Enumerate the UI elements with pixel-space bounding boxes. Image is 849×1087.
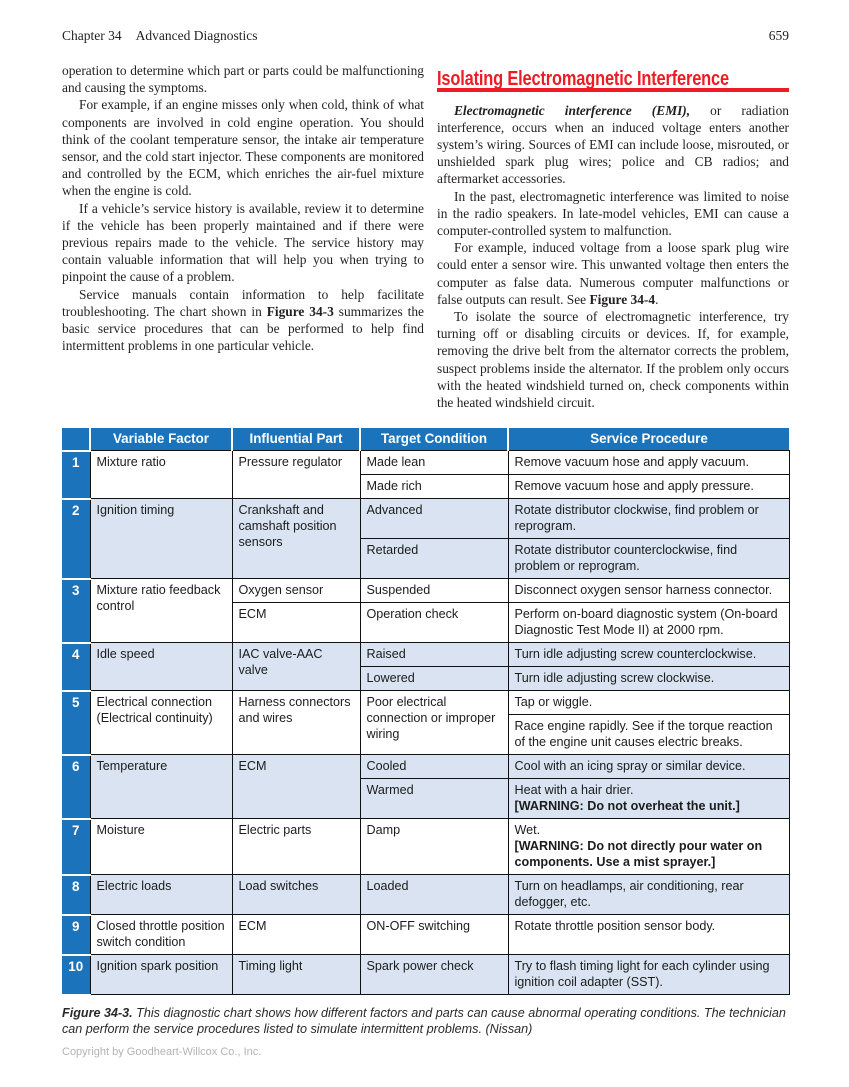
part-text: Oxygen sensor: [238, 583, 324, 598]
condition-cell: [360, 779, 508, 819]
factor-cell: [90, 755, 232, 819]
factor-text: Ignition spark position: [96, 959, 219, 974]
num-cell: [62, 819, 90, 875]
num-cell: [62, 579, 90, 643]
num-cell: [62, 915, 90, 955]
text-segment: Figure 34-3: [266, 303, 334, 319]
header-target-condition: Target Condition: [360, 428, 508, 451]
part-text: Pressure regulator: [238, 455, 343, 470]
condition-text: Cooled: [366, 759, 407, 774]
right-column: [437, 62, 789, 411]
factor-cell: [90, 643, 232, 691]
procedure-cell: [508, 499, 789, 539]
part-cell: [232, 579, 360, 603]
right-column-paragraphs: [437, 102, 789, 412]
condition-cell: [360, 755, 508, 779]
paragraph: [62, 200, 424, 286]
procedure-text: Wet.: [514, 823, 541, 838]
text-segment: If a vehicle’s service history is available, review it to determine if the vehicle has been properly maintained and if there were previous repairs made to the vehicle. The service history may contain valuable information that will help you when trying to pinpoint the cause of a problem.: [62, 200, 424, 285]
factor-cell: [90, 875, 232, 915]
running-head-left: [62, 28, 257, 44]
table-row: [62, 579, 789, 603]
table-row: [62, 755, 789, 779]
procedure-cell: [508, 955, 789, 995]
text-segment: To isolate the source of electromagnetic interference, try turning off or disabling circuits or devices. If, for example, removing the drive belt from the alternator corrects the problem, suspect problems inside the alternator. If the problem only occurs with the heated windshield turned on, check components within the heated windshield circuit.: [437, 308, 789, 410]
condition-cell: [360, 539, 508, 579]
warning-text: [WARNING: Do not directly pour water on components. Use a mist sprayer.]: [514, 839, 763, 870]
header-service-procedure: Service Procedure: [508, 428, 789, 451]
left-column: [62, 62, 424, 411]
factor-text: Electrical connection (Electrical continuity): [96, 695, 213, 726]
header-influential-part: Influential Part: [232, 428, 360, 451]
procedure-text: Remove vacuum hose and apply pressure.: [514, 479, 754, 494]
condition-text: Operation check: [366, 607, 459, 622]
part-cell: [232, 915, 360, 955]
procedure-text: Disconnect oxygen sensor harness connector.: [514, 583, 773, 598]
condition-text: Advanced: [366, 503, 423, 518]
condition-text: Damp: [366, 823, 401, 838]
num-text: 4: [72, 646, 80, 662]
part-text: Load switches: [238, 879, 319, 894]
paragraph: [62, 62, 424, 96]
procedure-cell: [508, 643, 789, 667]
table-row: [62, 915, 789, 955]
table-row: [62, 955, 789, 995]
page-number: 659: [768, 28, 789, 43]
condition-cell: [360, 451, 508, 475]
text-segment: or radiation interference, occurs when an induced voltage enters another system’s wiring. Sources of EMI can include loose, misrouted, or unshielded spark plug wires; police and CB radios; and aftermarket accessories.: [437, 102, 789, 187]
num-cell: [62, 643, 90, 691]
num-text: 8: [72, 878, 80, 894]
factor-text: Idle speed: [96, 647, 155, 662]
procedure-cell: [508, 475, 789, 499]
factor-text: Ignition timing: [96, 503, 175, 518]
header-variable-factor: Variable Factor: [90, 428, 232, 451]
table-row: [62, 691, 789, 715]
warning-text: [WARNING: Do not overheat the unit.]: [514, 799, 740, 814]
procedure-cell: [508, 603, 789, 643]
condition-text: Spark power check: [366, 959, 474, 974]
paragraph: [437, 102, 789, 188]
num-cell: [62, 875, 90, 915]
condition-cell: [360, 955, 508, 995]
procedure-cell: [508, 915, 789, 955]
text-segment: For example, induced voltage from a loose spark plug wire could enter a sensor wire. This unwanted voltage then enters the computer as false data. Numerous computer malfunctions or false outputs can result. See: [437, 240, 789, 307]
figure-caption-text: This diagnostic chart shows how different factors and parts can cause abnormal operating conditions. The technician can perform the service procedures listed to simulate intermittent problems. (Nissan): [62, 1005, 786, 1037]
part-cell: [232, 643, 360, 691]
part-cell: [232, 819, 360, 875]
procedure-cell: [508, 579, 789, 603]
procedure-cell: [508, 819, 789, 875]
diagnostic-table: [62, 428, 790, 996]
procedure-text: Cool with an icing spray or similar device.: [514, 759, 746, 774]
procedure-text: Rotate distributor clockwise, find problem or reprogram.: [514, 503, 759, 534]
part-text: ECM: [238, 759, 267, 774]
procedure-text: Rotate throttle position sensor body.: [514, 919, 716, 934]
procedure-cell: [508, 667, 789, 691]
condition-text: Loaded: [366, 879, 409, 894]
procedure-text: Race engine rapidly. See if the torque reaction of the engine unit causes electric breaks.: [514, 719, 773, 750]
procedure-text: Try to flash timing light for each cylinder using ignition coil adapter (SST).: [514, 959, 770, 990]
condition-text: Raised: [366, 647, 406, 662]
num-text: 10: [68, 958, 84, 974]
part-text: Electric parts: [238, 823, 312, 838]
factor-cell: [90, 955, 232, 995]
text-segment: Figure 34-4: [589, 291, 656, 307]
condition-text: Made rich: [366, 479, 422, 494]
num-text: 9: [72, 918, 80, 934]
condition-cell: [360, 475, 508, 499]
factor-cell: [90, 915, 232, 955]
text-segment: Service manuals contain information to help facilitate troubleshooting. The chart shown in: [62, 286, 424, 319]
num-text: 2: [72, 502, 80, 518]
copyright-notice: Copyright by Goodheart-Willcox Co., Inc.: [62, 1046, 262, 1058]
procedure-text: Remove vacuum hose and apply vacuum.: [514, 455, 750, 470]
part-cell: [232, 451, 360, 499]
condition-cell: [360, 691, 508, 755]
factor-cell: [90, 819, 232, 875]
procedure-text: Tap or wiggle.: [514, 695, 593, 710]
condition-text: Retarded: [366, 543, 419, 558]
procedure-cell: [508, 779, 789, 819]
factor-text: Temperature: [96, 759, 168, 774]
part-text: Timing light: [238, 959, 303, 974]
factor-text: Electric loads: [96, 879, 172, 894]
table-row: [62, 499, 789, 539]
table-row: [62, 643, 789, 667]
text-segment: For example, if an engine misses only when cold, think of what components are involved in cold engine operation. You should think of the coolant temperature sensor, the intake air temperature sensor, and the cold start injector. These components are monitored and controlled by the ECM, which enriches the air-fuel mixture when the engine is cold.: [62, 97, 424, 199]
figure-caption-label: Figure 34-3.: [62, 1005, 133, 1020]
part-cell: [232, 955, 360, 995]
num-text: 5: [72, 694, 80, 710]
condition-cell: [360, 915, 508, 955]
num-text: 3: [72, 582, 80, 598]
chapter-title: Advanced Diagnostics: [135, 28, 258, 43]
condition-text: Poor electrical connection or improper wiring: [366, 695, 496, 742]
factor-cell: [90, 691, 232, 755]
num-cell: [62, 451, 90, 499]
text-segment: In the past, electromagnetic interference was limited to noise in the radio speakers. In late-model vehicles, EMI can cause a computer-controlled system to malfunction.: [437, 188, 789, 238]
condition-text: Suspended: [366, 583, 431, 598]
factor-text: Closed throttle position switch condition: [96, 919, 225, 950]
paragraph: [62, 96, 424, 199]
factor-cell: [90, 579, 232, 643]
procedure-cell: [508, 755, 789, 779]
table-header-row: [62, 428, 789, 451]
condition-text: Warmed: [366, 783, 414, 798]
paragraph: [437, 239, 789, 308]
condition-cell: [360, 499, 508, 539]
text-segment: Electromagnetic interference (EMI),: [454, 102, 691, 118]
condition-cell: [360, 579, 508, 603]
procedure-cell: [508, 451, 789, 475]
condition-text: ON-OFF switching: [366, 919, 471, 934]
procedure-text: Heat with a hair drier.: [514, 783, 634, 798]
text-segment: summarizes the basic service procedures that can be performed to help find intermittent problems in one particular vehicle.: [62, 303, 424, 354]
num-cell: [62, 955, 90, 995]
table-row: [62, 819, 789, 875]
part-text: ECM: [238, 919, 267, 934]
procedure-text: Turn on headlamps, air conditioning, rear defogger, etc.: [514, 879, 744, 910]
text-segment: operation to determine which part or parts could be malfunctioning and causing the symptoms.: [62, 63, 424, 96]
part-cell: [232, 603, 360, 643]
condition-cell: [360, 603, 508, 643]
procedure-text: Turn idle adjusting screw clockwise.: [514, 671, 715, 686]
num-cell: [62, 499, 90, 579]
num-text: 7: [72, 822, 80, 838]
num-cell: [62, 691, 90, 755]
running-head: [62, 28, 789, 44]
part-text: IAC valve-AAC valve: [238, 647, 323, 678]
condition-cell: [360, 667, 508, 691]
condition-text: Made lean: [366, 455, 426, 470]
factor-text: Moisture: [96, 823, 145, 838]
factor-text: Mixture ratio: [96, 455, 166, 470]
paragraph: [437, 308, 789, 411]
procedure-cell: [508, 691, 789, 715]
section-heading-text: Isolating Electromagnetic Interference: [437, 67, 729, 90]
part-text: Harness connectors and wires: [238, 695, 351, 726]
part-cell: [232, 875, 360, 915]
figure-34-3: [62, 428, 789, 1038]
chapter-label: Chapter 34: [62, 28, 122, 43]
diagnostic-table-body: [62, 451, 789, 995]
paragraph: [62, 286, 424, 355]
condition-cell: [360, 819, 508, 875]
procedure-cell: [508, 539, 789, 579]
part-cell: [232, 755, 360, 819]
part-cell: [232, 499, 360, 579]
header-blank-cell: [62, 428, 90, 451]
table-row: [62, 451, 789, 475]
condition-cell: [360, 875, 508, 915]
condition-text: Lowered: [366, 671, 415, 686]
part-text: ECM: [238, 607, 267, 622]
procedure-text: Rotate distributor counterclockwise, find problem or reprogram.: [514, 543, 738, 574]
factor-cell: [90, 499, 232, 579]
figure-caption: [62, 1005, 789, 1038]
procedure-cell: [508, 875, 789, 915]
part-text: Crankshaft and camshaft position sensors: [238, 503, 337, 550]
procedure-text: Turn idle adjusting screw counterclockwise.: [514, 647, 757, 662]
factor-text: Mixture ratio feedback control: [96, 583, 221, 614]
table-row: [62, 875, 789, 915]
condition-cell: [360, 643, 508, 667]
factor-cell: [90, 451, 232, 499]
num-text: 1: [72, 454, 80, 470]
section-heading: [437, 62, 789, 90]
text-segment: .: [655, 291, 659, 307]
num-cell: [62, 755, 90, 819]
body-columns: [62, 62, 789, 411]
paragraph: [437, 188, 789, 240]
procedure-cell: [508, 715, 789, 755]
part-cell: [232, 691, 360, 755]
procedure-text: Perform on-board diagnostic system (On-board Diagnostic Test Mode II) at 2000 rpm.: [514, 607, 778, 638]
num-text: 6: [72, 758, 80, 774]
